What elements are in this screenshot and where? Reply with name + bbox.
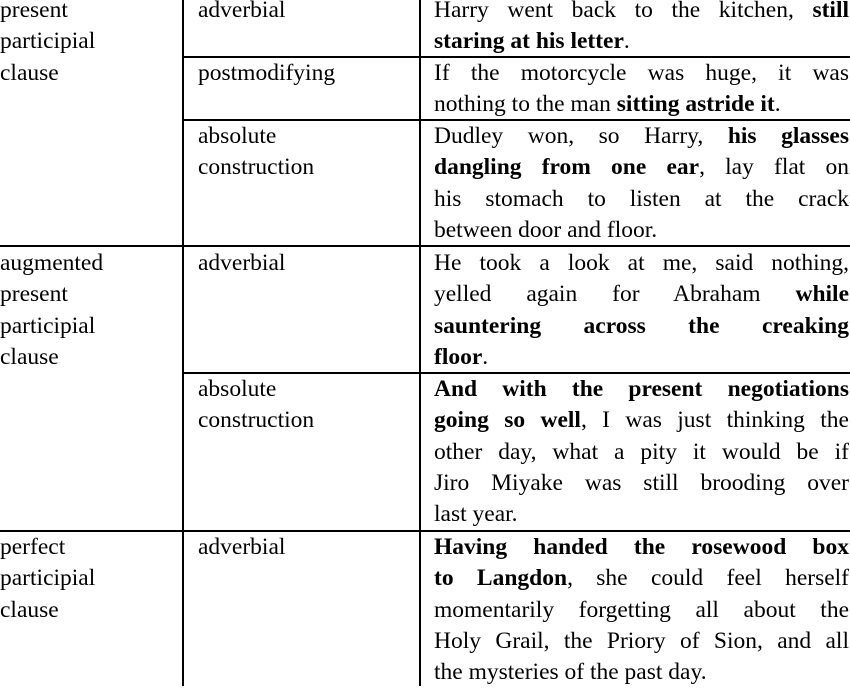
example-cell bbox=[434, 374, 849, 530]
subtype-cell bbox=[198, 58, 413, 89]
category-cell bbox=[0, 532, 180, 626]
example-line bbox=[434, 563, 849, 594]
example-text: Holy Grail, the Priory of Sion, and all bbox=[434, 627, 849, 654]
example-line bbox=[434, 121, 849, 152]
example-line bbox=[434, 311, 849, 342]
category-line: present bbox=[0, 0, 68, 23]
category-line: augmented bbox=[0, 250, 104, 276]
example-line bbox=[434, 468, 849, 499]
example-text: . bbox=[774, 91, 781, 118]
example-text: Harry went back to the kitchen, bbox=[434, 0, 813, 23]
highlighted-participle-phrase: And with the present negotiations bbox=[434, 376, 849, 402]
example-text: yelled again for Abraham bbox=[434, 281, 796, 308]
example-line bbox=[434, 342, 849, 373]
example-line bbox=[434, 184, 849, 215]
example-text: . bbox=[482, 343, 489, 370]
subtype-line: construction bbox=[198, 154, 315, 181]
example-text: . bbox=[623, 28, 630, 55]
subtype-cell bbox=[198, 374, 413, 437]
highlighted-participle-phrase: to Langdon bbox=[434, 565, 568, 592]
highlighted-participle-phrase: floor bbox=[434, 343, 483, 370]
example-text: nothing to the man bbox=[434, 91, 617, 118]
example-line bbox=[434, 0, 849, 26]
subtype-line: postmodifying bbox=[198, 60, 336, 86]
example-text: , lay flat on bbox=[699, 154, 849, 181]
category-line: clause bbox=[0, 596, 59, 623]
example-text: last year. bbox=[434, 501, 518, 528]
example-text: Jiro Miyake was still brooding over bbox=[434, 469, 849, 496]
example-line bbox=[434, 215, 849, 246]
example-line bbox=[434, 626, 849, 657]
category-line: clause bbox=[0, 343, 59, 370]
subtype-cell bbox=[198, 0, 413, 26]
subtype-line: adverbial bbox=[198, 0, 286, 23]
highlighted-participle-phrase: his glasses bbox=[727, 123, 850, 149]
example-line bbox=[434, 89, 849, 120]
example-text: , I was just thinking the bbox=[580, 407, 849, 434]
example-line bbox=[434, 26, 849, 57]
example-text: , she could feel herself bbox=[567, 565, 849, 592]
example-line bbox=[434, 279, 849, 310]
category-cell bbox=[0, 0, 180, 89]
example-text: Dudley won, so Harry, bbox=[434, 123, 728, 149]
highlighted-participle-phrase: dangling from one ear bbox=[434, 154, 700, 181]
example-line bbox=[434, 58, 849, 89]
category-cell bbox=[0, 248, 180, 373]
highlighted-participle-phrase: Having handed the rosewood box bbox=[434, 534, 849, 560]
category-line: clause bbox=[0, 59, 59, 86]
example-line bbox=[434, 437, 849, 468]
example-line bbox=[434, 532, 849, 563]
example-line bbox=[434, 248, 849, 279]
example-cell bbox=[434, 532, 849, 688]
column-divider-1 bbox=[182, 0, 184, 686]
example-line bbox=[434, 405, 849, 436]
example-text: between door and floor. bbox=[434, 216, 658, 243]
highlighted-participle-phrase: while bbox=[795, 281, 849, 308]
category-line: perfect bbox=[0, 534, 66, 560]
example-text: his stomach to listen at the crack bbox=[434, 185, 849, 212]
category-line: present bbox=[0, 281, 68, 308]
highlighted-participle-phrase: sitting astride it bbox=[616, 91, 775, 118]
example-text: momentarily forgetting all about the bbox=[434, 596, 849, 623]
example-line bbox=[434, 152, 849, 183]
category-line: participial bbox=[0, 28, 96, 55]
subtype-cell bbox=[198, 532, 413, 563]
example-cell bbox=[434, 121, 849, 246]
subtype-line: absolute bbox=[198, 123, 277, 149]
highlighted-participle-phrase: sauntering across the creaking bbox=[434, 312, 849, 339]
example-line bbox=[434, 657, 849, 688]
example-line bbox=[434, 374, 849, 405]
example-text: other day, what a pity it would be if bbox=[434, 438, 849, 465]
example-cell bbox=[434, 248, 849, 373]
example-line bbox=[434, 499, 849, 530]
example-text: If the motorcycle was huge, it was bbox=[434, 60, 849, 86]
subtype-cell bbox=[198, 248, 413, 279]
subtype-line: adverbial bbox=[198, 534, 286, 560]
example-cell bbox=[434, 58, 849, 121]
subtype-line: absolute bbox=[198, 376, 277, 402]
example-text: He took a look at me, said nothing, bbox=[434, 250, 849, 276]
example-cell bbox=[434, 0, 849, 58]
subtype-line: adverbial bbox=[198, 250, 286, 276]
highlighted-participle-phrase: still bbox=[812, 0, 849, 23]
subtype-line: construction bbox=[198, 407, 315, 434]
example-text: the mysteries of the past day. bbox=[434, 659, 707, 686]
subtype-cell bbox=[198, 121, 413, 184]
category-line: participial bbox=[0, 312, 96, 339]
highlighted-participle-phrase: staring at his letter bbox=[434, 28, 624, 55]
column-divider-2 bbox=[419, 0, 421, 686]
highlighted-participle-phrase: going so well bbox=[434, 407, 581, 434]
example-line bbox=[434, 595, 849, 626]
category-line: participial bbox=[0, 565, 96, 592]
